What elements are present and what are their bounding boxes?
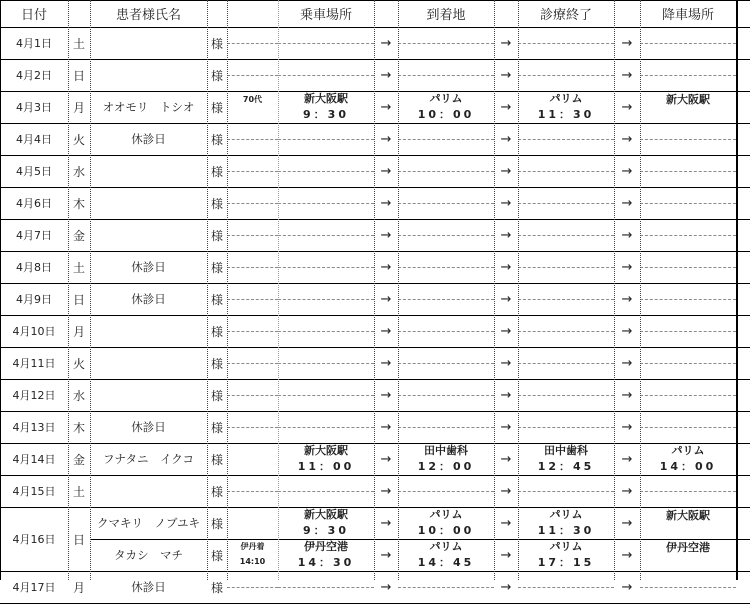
grid-line	[494, 0, 495, 580]
grid-line	[278, 395, 374, 396]
grid-line	[278, 75, 374, 76]
grid-line	[518, 43, 614, 44]
arrow-icon: →	[500, 419, 512, 435]
grid-line	[227, 331, 278, 332]
grid-line	[227, 395, 278, 396]
arrival-cell	[398, 91, 494, 123]
pickup-cell	[278, 539, 374, 571]
honorific: 様	[210, 548, 223, 563]
grid-line	[398, 491, 494, 492]
grid-line	[640, 0, 641, 580]
date-cell: 4月8日	[16, 261, 52, 274]
arrival-cell-place: パリム	[429, 540, 463, 553]
pickup-cell-place: 新大阪駅	[304, 444, 348, 457]
patient-note-line: 14:10	[239, 557, 266, 566]
grid-line	[0, 187, 750, 188]
grid-line	[640, 235, 736, 236]
dropoff-cell-place: 伊丹空港	[666, 541, 710, 554]
grid-line	[68, 0, 69, 580]
pickup-cell	[278, 443, 374, 475]
dropoff-cell	[640, 507, 736, 539]
arrival-cell-time: 10：00	[417, 108, 475, 121]
grid-line	[278, 171, 374, 172]
grid-line	[0, 507, 750, 508]
grid-line	[0, 219, 750, 220]
grid-line	[0, 475, 750, 476]
honorific: 様	[210, 260, 223, 275]
grid-line	[640, 267, 736, 268]
grid-line	[398, 363, 494, 364]
patient-name	[90, 379, 207, 411]
pickup-cell-place: 新大阪駅	[304, 92, 348, 105]
grid-line	[278, 235, 374, 236]
arrow-icon: →	[380, 579, 392, 595]
grid-line	[0, 155, 750, 156]
grid-line	[640, 299, 736, 300]
grid-line	[640, 331, 736, 332]
grid-line	[278, 299, 374, 300]
arrival-cell-time: 14：45	[417, 556, 475, 569]
honorific: 様	[210, 228, 223, 243]
grid-line	[0, 123, 750, 124]
arrow-icon: →	[380, 547, 392, 563]
dropoff-cell-place: 新大阪駅	[666, 509, 710, 522]
arrow-icon: →	[621, 291, 633, 307]
date-cell: 4月6日	[16, 197, 52, 210]
date-cell: 4月13日	[12, 421, 56, 434]
date-cell: 4月5日	[16, 165, 52, 178]
end-cell-time: 17：15	[537, 556, 595, 569]
pickup-cell	[278, 91, 374, 123]
pickup-cell	[278, 507, 374, 539]
honorific: 様	[210, 100, 223, 115]
weekday-cell: 日	[72, 532, 85, 547]
header-arrival: 到着地	[426, 8, 466, 23]
grid-line	[640, 139, 736, 140]
arrow-icon: →	[500, 515, 512, 531]
grid-line	[518, 171, 614, 172]
grid-line	[518, 203, 614, 204]
arrow-icon: →	[621, 67, 633, 83]
end-cell-place: パリム	[549, 508, 583, 521]
weekday-cell: 土	[72, 484, 85, 499]
honorific: 様	[210, 132, 223, 147]
arrow-icon: →	[500, 163, 512, 179]
arrow-icon: →	[621, 163, 633, 179]
grid-line	[227, 43, 278, 44]
patient-name: オオモリ トシオ	[102, 100, 195, 114]
patient-name: フナタニ イクコ	[103, 452, 194, 466]
arrow-icon: →	[621, 515, 633, 531]
pickup-cell-place: 新大阪駅	[304, 508, 348, 521]
grid-line	[398, 203, 494, 204]
honorific: 様	[210, 196, 223, 211]
arrow-icon: →	[621, 387, 633, 403]
grid-line	[0, 411, 750, 412]
weekday-cell: 土	[72, 36, 85, 51]
pickup-cell-place: 伊丹空港	[304, 540, 348, 553]
grid-line	[518, 491, 614, 492]
grid-line	[640, 491, 736, 492]
grid-line	[227, 171, 278, 172]
arrow-icon: →	[500, 35, 512, 51]
patient-name	[90, 155, 207, 187]
end-cell-place: 田中歯科	[544, 444, 588, 457]
weekday-cell: 火	[72, 132, 85, 147]
grid-line	[227, 235, 278, 236]
arrival-cell-place: 田中歯科	[424, 444, 468, 457]
grid-line	[0, 443, 750, 444]
date-cell: 4月15日	[12, 485, 56, 498]
honorific: 様	[210, 356, 223, 371]
grid-line	[227, 267, 278, 268]
arrow-icon: →	[500, 291, 512, 307]
date-cell: 4月16日	[12, 533, 56, 546]
arrow-icon: →	[500, 483, 512, 499]
arrow-icon: →	[621, 355, 633, 371]
arrow-icon: →	[380, 291, 392, 307]
arrow-icon: →	[380, 387, 392, 403]
arrow-icon: →	[621, 419, 633, 435]
grid-line	[640, 427, 736, 428]
honorific: 様	[210, 420, 223, 435]
grid-line	[374, 0, 375, 580]
grid-line	[518, 75, 614, 76]
header-dropoff: 降車場所	[661, 8, 714, 23]
date-cell: 4月3日	[16, 101, 52, 114]
grid-line	[278, 331, 374, 332]
dropoff-cell-time: 14：00	[659, 460, 717, 473]
arrow-icon: →	[621, 547, 633, 563]
honorific: 様	[210, 516, 223, 531]
arrow-icon: →	[621, 483, 633, 499]
weekday-cell: 月	[72, 100, 85, 115]
grid-line	[278, 587, 374, 588]
arrow-icon: →	[500, 259, 512, 275]
patient-note	[227, 539, 278, 571]
grid-line	[0, 0, 750, 1]
grid-line	[398, 267, 494, 268]
arrow-icon: →	[380, 67, 392, 83]
end-cell	[518, 507, 614, 539]
arrival-cell	[398, 507, 494, 539]
dropoff-cell	[640, 443, 736, 475]
grid-line	[398, 139, 494, 140]
grid-line	[278, 0, 279, 580]
arrival-cell-place: パリム	[429, 92, 463, 105]
arrow-icon: →	[621, 323, 633, 339]
date-cell: 4月1日	[16, 37, 52, 50]
grid-line	[0, 315, 750, 316]
grid-line	[518, 587, 614, 588]
grid-line	[614, 0, 615, 580]
honorific: 様	[210, 164, 223, 179]
patient-name: タカシ マチ	[114, 548, 183, 562]
arrow-icon: →	[500, 355, 512, 371]
arrow-icon: →	[380, 323, 392, 339]
patient-name: 休診日	[131, 260, 166, 274]
grid-line	[736, 0, 738, 580]
pickup-cell-time: 9：30	[303, 108, 349, 121]
grid-line	[278, 363, 374, 364]
arrow-icon: →	[621, 99, 633, 115]
grid-line	[227, 363, 278, 364]
arrow-icon: →	[500, 323, 512, 339]
patient-name: 休診日	[131, 580, 166, 594]
patient-name	[90, 475, 207, 507]
end-cell-time: 12：45	[537, 460, 595, 473]
honorific: 様	[210, 324, 223, 339]
date-cell: 4月4日	[16, 133, 52, 146]
patient-name	[90, 315, 207, 347]
weekday-cell: 月	[72, 324, 85, 339]
arrow-icon: →	[621, 259, 633, 275]
pickup-cell-time: 14：30	[297, 556, 355, 569]
arrival-cell-time: 10：00	[417, 524, 475, 537]
grid-line	[227, 587, 278, 588]
arrow-icon: →	[621, 35, 633, 51]
arrow-icon: →	[380, 35, 392, 51]
grid-line	[278, 43, 374, 44]
header-date: 日付	[20, 8, 47, 23]
arrival-cell-place: パリム	[429, 508, 463, 521]
end-cell-time: 11：30	[537, 108, 595, 121]
patient-name: 休診日	[131, 420, 166, 434]
grid-line	[207, 0, 208, 580]
patient-name: クマキリ ノブユキ	[97, 516, 200, 530]
grid-line	[0, 91, 750, 92]
grid-line	[518, 267, 614, 268]
grid-line	[518, 395, 614, 396]
grid-line	[278, 491, 374, 492]
grid-line	[398, 0, 399, 580]
weekday-cell: 金	[72, 452, 85, 467]
arrow-icon: →	[500, 195, 512, 211]
grid-line	[0, 347, 750, 348]
arrow-icon: →	[621, 579, 633, 595]
grid-line	[227, 203, 278, 204]
grid-line	[0, 59, 750, 60]
dropoff-cell	[640, 539, 736, 571]
grid-line	[398, 235, 494, 236]
arrow-icon: →	[500, 67, 512, 83]
arrow-icon: →	[500, 579, 512, 595]
arrow-icon: →	[621, 451, 633, 467]
grid-line	[0, 27, 750, 28]
grid-line	[0, 0, 1, 580]
arrow-icon: →	[380, 451, 392, 467]
grid-line	[398, 43, 494, 44]
honorific: 様	[210, 580, 223, 595]
date-cell: 4月11日	[12, 357, 56, 370]
honorific: 様	[210, 68, 223, 83]
grid-line	[398, 75, 494, 76]
honorific: 様	[210, 452, 223, 467]
grid-line	[640, 363, 736, 364]
weekday-cell: 土	[72, 260, 85, 275]
grid-line	[227, 491, 278, 492]
arrow-icon: →	[380, 515, 392, 531]
arrow-icon: →	[380, 99, 392, 115]
header-pickup: 乗車場所	[299, 8, 352, 23]
patient-name	[90, 187, 207, 219]
header-patient: 患者様氏名	[115, 8, 181, 23]
arrow-icon: →	[380, 259, 392, 275]
grid-line	[90, 539, 750, 540]
pickup-cell-time: 9：30	[303, 524, 349, 537]
honorific: 様	[210, 292, 223, 307]
weekday-cell: 木	[72, 420, 85, 435]
grid-line	[518, 331, 614, 332]
date-cell: 4月10日	[12, 325, 56, 338]
weekday-cell: 金	[72, 228, 85, 243]
grid-line	[278, 203, 374, 204]
end-cell	[518, 539, 614, 571]
date-cell: 4月9日	[16, 293, 52, 306]
patient-note: 70代	[242, 95, 263, 104]
arrow-icon: →	[380, 131, 392, 147]
grid-line	[0, 251, 750, 252]
patient-name	[90, 347, 207, 379]
honorific: 様	[210, 36, 223, 51]
arrow-icon: →	[500, 131, 512, 147]
grid-line	[640, 395, 736, 396]
arrow-icon: →	[621, 131, 633, 147]
grid-line	[278, 427, 374, 428]
grid-line	[518, 427, 614, 428]
end-cell	[518, 91, 614, 123]
header-end: 診療終了	[539, 8, 592, 23]
date-cell: 4月14日	[12, 453, 56, 466]
arrow-icon: →	[380, 195, 392, 211]
grid-line	[398, 427, 494, 428]
patient-note-line: 伊丹着	[240, 542, 265, 551]
grid-line	[640, 171, 736, 172]
date-cell: 4月2日	[16, 69, 52, 82]
grid-line	[278, 267, 374, 268]
patient-name: 休診日	[131, 292, 166, 306]
arrow-icon: →	[380, 163, 392, 179]
grid-line	[227, 139, 278, 140]
dropoff-cell	[640, 91, 736, 123]
grid-line	[518, 363, 614, 364]
end-cell-time: 11：30	[537, 524, 595, 537]
grid-line	[398, 587, 494, 588]
arrow-icon: →	[500, 99, 512, 115]
arrow-icon: →	[621, 195, 633, 211]
grid-line	[518, 235, 614, 236]
grid-line	[278, 139, 374, 140]
date-cell: 4月12日	[12, 389, 56, 402]
end-cell	[518, 443, 614, 475]
arrow-icon: →	[500, 387, 512, 403]
grid-line	[640, 587, 736, 588]
honorific: 様	[210, 484, 223, 499]
grid-line	[640, 43, 736, 44]
grid-line	[398, 395, 494, 396]
patient-name	[90, 27, 207, 59]
end-cell-place: パリム	[549, 92, 583, 105]
grid-line	[90, 0, 91, 580]
arrival-cell	[398, 443, 494, 475]
grid-line	[227, 427, 278, 428]
grid-line	[518, 299, 614, 300]
arrival-cell	[398, 539, 494, 571]
weekday-cell: 日	[72, 68, 85, 83]
grid-line	[0, 283, 750, 284]
weekday-cell: 火	[72, 356, 85, 371]
grid-line	[518, 0, 519, 580]
date-cell: 4月17日	[12, 581, 56, 594]
weekday-cell: 木	[72, 196, 85, 211]
grid-line	[518, 139, 614, 140]
arrow-icon: →	[380, 355, 392, 371]
pickup-cell-time: 11：00	[297, 460, 355, 473]
grid-line	[0, 379, 750, 380]
arrow-icon: →	[500, 451, 512, 467]
weekday-cell: 月	[72, 580, 85, 595]
weekday-cell: 水	[72, 388, 85, 403]
arrow-icon: →	[380, 227, 392, 243]
arrow-icon: →	[500, 227, 512, 243]
end-cell-place: パリム	[549, 540, 583, 553]
grid-line	[227, 0, 228, 580]
grid-line	[398, 171, 494, 172]
weekday-cell: 日	[72, 292, 85, 307]
grid-line	[227, 75, 278, 76]
patient-name: 休診日	[131, 132, 166, 146]
arrow-icon: →	[500, 547, 512, 563]
dropoff-cell-place: パリム	[671, 444, 705, 457]
arrival-cell-time: 12：00	[417, 460, 475, 473]
arrow-icon: →	[380, 483, 392, 499]
grid-line	[640, 203, 736, 204]
honorific: 様	[210, 388, 223, 403]
dropoff-cell-place: 新大阪駅	[666, 93, 710, 106]
grid-line	[398, 331, 494, 332]
arrow-icon: →	[380, 419, 392, 435]
grid-line	[640, 75, 736, 76]
date-cell: 4月7日	[16, 229, 52, 242]
patient-name	[90, 59, 207, 91]
arrow-icon: →	[621, 227, 633, 243]
patient-name	[90, 219, 207, 251]
weekday-cell: 水	[72, 164, 85, 179]
grid-line	[227, 299, 278, 300]
grid-line	[398, 299, 494, 300]
grid-line	[0, 571, 750, 572]
